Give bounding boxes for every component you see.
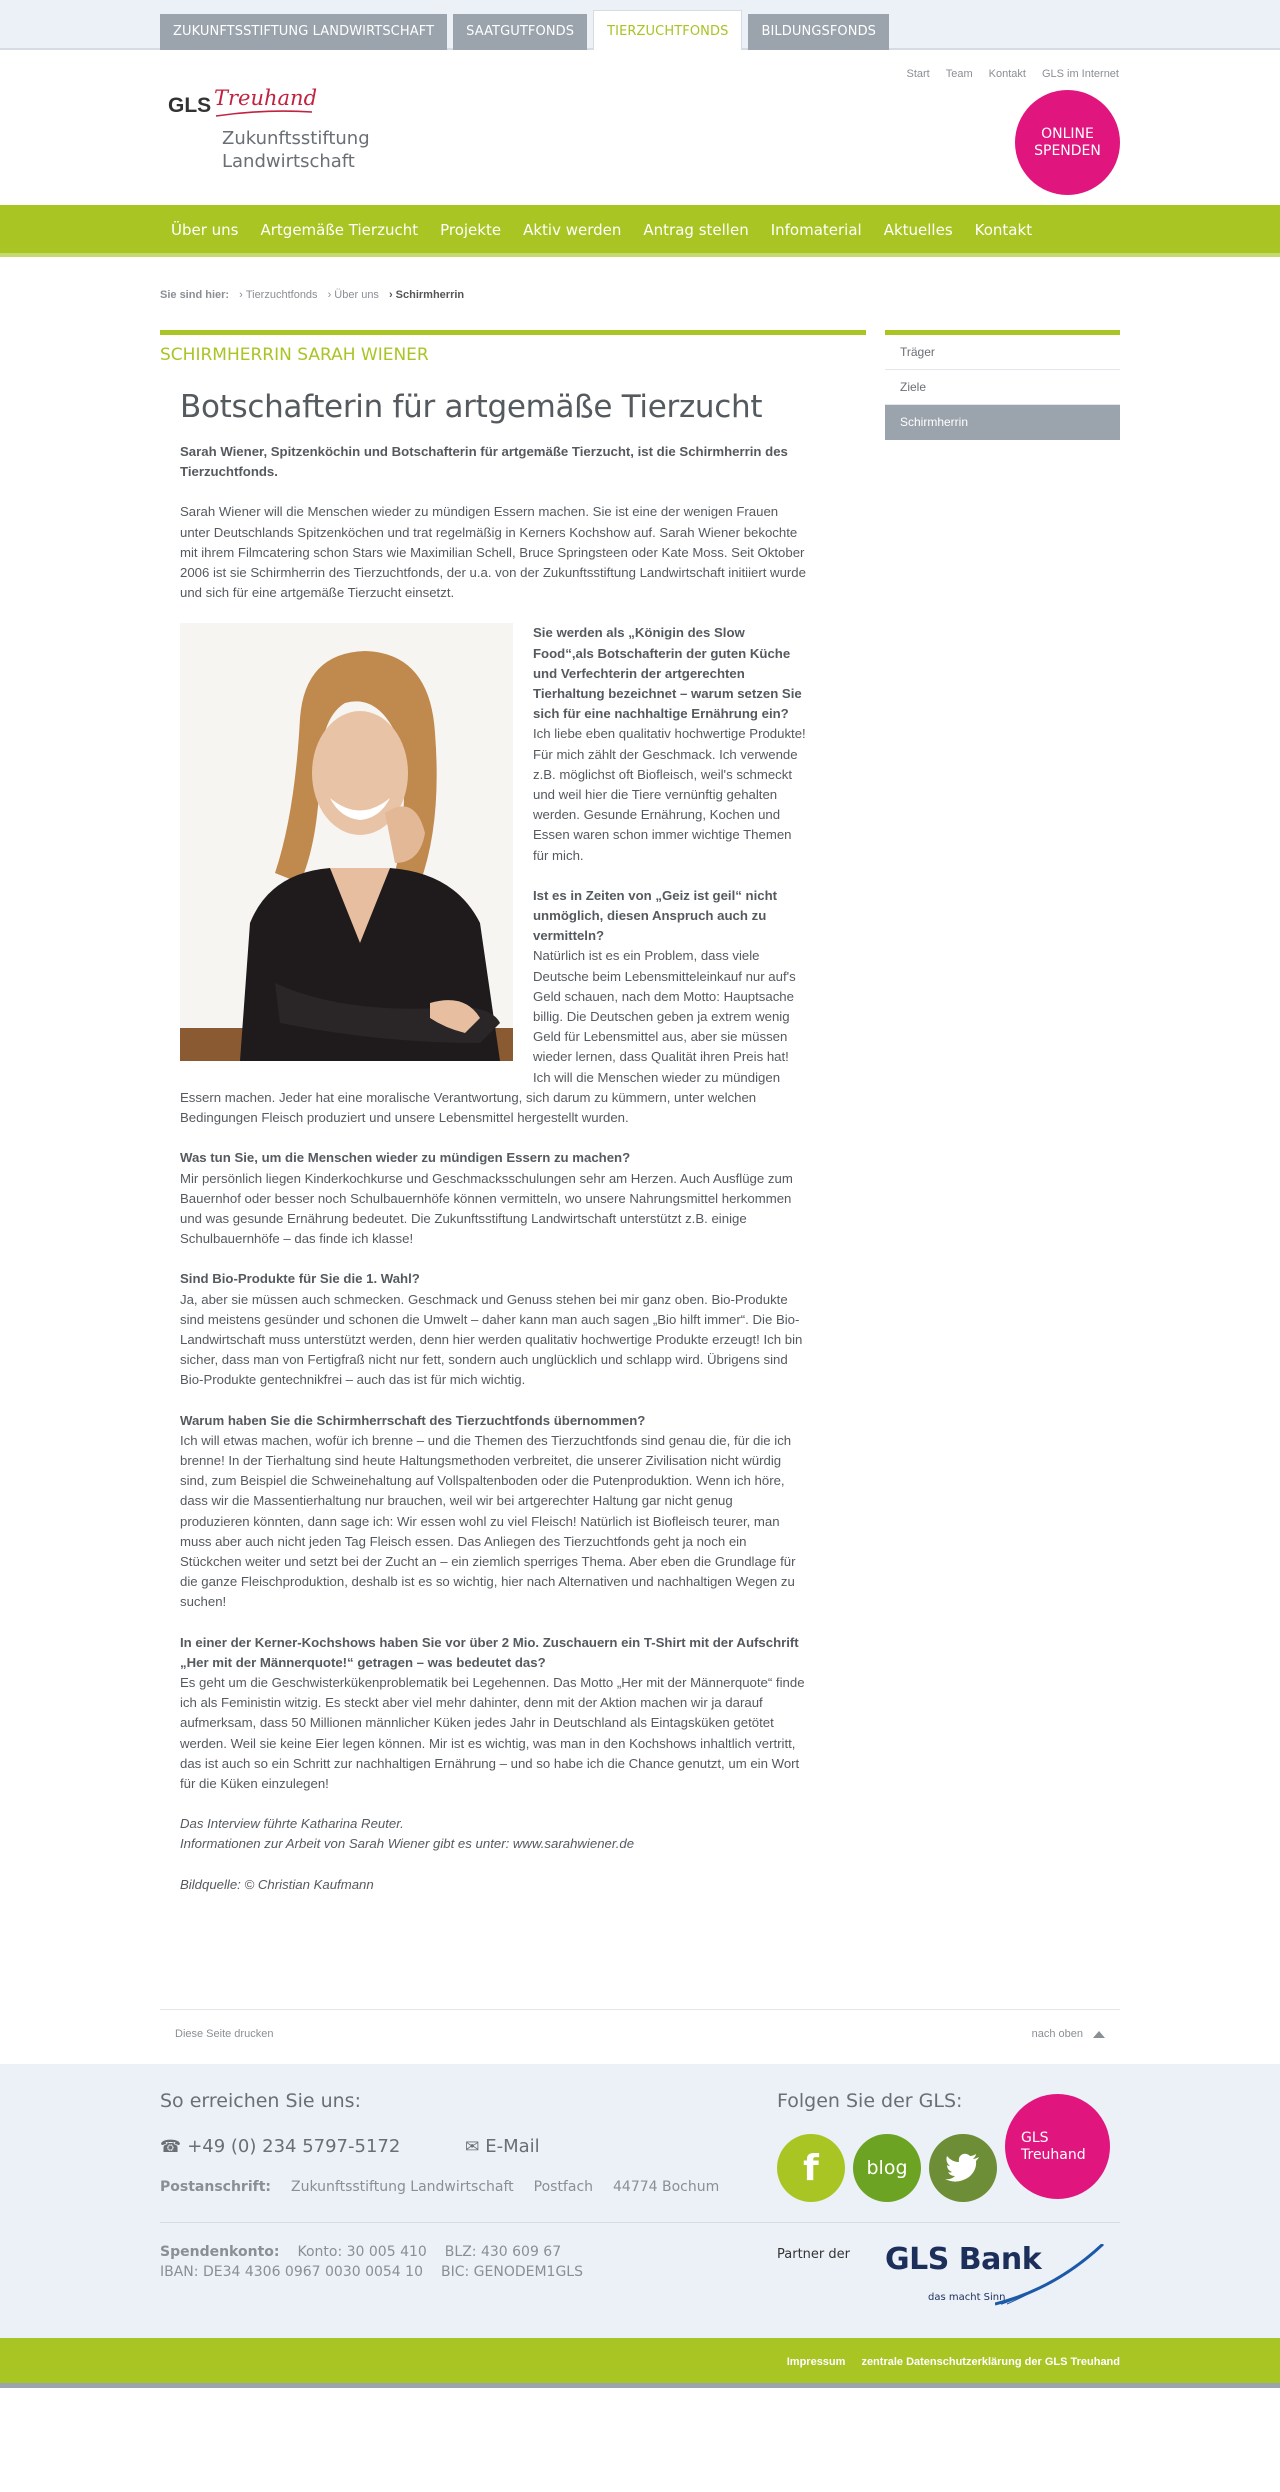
back-to-top-link[interactable]: nach oben — [1032, 2028, 1105, 2040]
answer: Mir persönlich liegen Kinderkochkurse und Geschmacksschulungen sehr am Herzen. Auch Ausflüge zum Bauernhof oder besser noch Schulbauernhöfe können vermitteln, wo unsere Nahrungsmittel herkommen und was gesunde Ernährung bedeutet. Die Zukunftsstiftung Landwirtschaft unterstützt z.B. einige Schulbauernhöfe – das finde ich klasse! — [180, 1170, 793, 1247]
page-header — [0, 50, 1280, 205]
question: In einer der Kerner-Kochshows haben Sie vor über 2 Mio. Zuschauern ein T-Shirt mit der Aufschrift „Her mit der Männerquote!“ getragen – was bedeutet das? — [180, 1634, 799, 1670]
interview-credit — [180, 1814, 806, 1854]
contact-title: So erreichen Sie uns: — [160, 2090, 361, 2112]
facebook-button[interactable] — [777, 2134, 845, 2202]
qa-item — [180, 1411, 806, 1613]
donation-account — [160, 2242, 601, 2282]
account-label: Spendenkonto: — [160, 2244, 280, 2260]
gls-badge-line-2: Treuhand — [1021, 2146, 1086, 2163]
account-iban: IBAN: DE34 4306 0967 0030 0054 10 — [160, 2264, 423, 2280]
phone-icon: ☎ — [160, 2137, 182, 2157]
footer-divider — [160, 2222, 1120, 2223]
bank-slogan: das macht Sinn — [928, 2292, 1006, 2303]
meta-link-team[interactable]: Team — [945, 68, 973, 80]
email-link[interactable] — [465, 2136, 540, 2157]
qa-item — [180, 1633, 806, 1795]
facebook-icon: f — [803, 2147, 819, 2189]
follow-title: Folgen Sie der GLS: — [777, 2090, 963, 2112]
gls-badge-line-1: GLS — [1021, 2129, 1049, 2146]
email-text: E-Mail — [485, 2136, 540, 2157]
site-tabs — [160, 14, 889, 50]
logo-gls: GLS — [168, 94, 212, 117]
portrait-illustration — [180, 623, 513, 1061]
account-blz: BLZ: 430 609 67 — [444, 2244, 562, 2260]
page-title: Botschafterin für artgemäße Tierzucht — [180, 389, 763, 425]
impressum-link[interactable]: Impressum — [786, 2356, 846, 2368]
footer — [0, 2064, 1280, 2338]
postal-label: Postanschrift: — [160, 2179, 272, 2195]
logo-swoosh-icon — [214, 108, 314, 118]
nav-aktuelles[interactable]: Aktuelles — [883, 221, 953, 239]
answer: Natürlich ist es ein Problem, dass viele Deutsche beim Lebensmitteleinkauf nur auf's Geld schauen, nach dem Motto: Hauptsache billig. Die Deutschen geben ja extrem wenig Geld für Lebensmittel aus, aber sie müssen wieder lernen, dass Qualität ihren Preis hat! Ich will die Menschen wieder zu mündigen Essern machen. Jeder hat eine moralische Verantwortung, sich darum zu kümmern, unter welchen Bedingungen Fleisch produziert und unsere Lebensmittel hergestellt wurden. — [180, 948, 796, 1126]
nav-infomaterial[interactable]: Infomaterial — [770, 221, 862, 239]
bank-name: GLS Bank — [885, 2242, 1042, 2277]
legal-bar — [0, 2338, 1280, 2388]
meta-link-gls-internet[interactable]: GLS im Internet — [1041, 68, 1119, 80]
logo-line-1: Zukunftsstiftung — [222, 128, 370, 149]
envelope-icon: ✉ — [465, 2137, 480, 2157]
account-number: Konto: 30 005 410 — [297, 2244, 427, 2260]
tab-saatgutfonds[interactable]: SAATGUTFONDS — [453, 14, 587, 50]
answer: Ich liebe eben qualitativ hochwertige Produkte! Für mich zählt der Geschmack. Ich verwende z.B. möglichst oft Biofleisch, weil's schmeckt und weil hier die Tiere vernünftig gehalten werden. Gesunde Ernährung, Kochen und Essen waren schon immer wichtige Themen für mich. — [533, 726, 806, 863]
postal-address — [160, 2179, 719, 2195]
article-intro: Sarah Wiener will die Menschen wieder zu mündigen Essern machen. Sie ist eine der wenigen Frauen unter Deutschlands Spitzenköchen und trat regelmäßig in Kerners Kochshow auf. Sarah Wiener bekochte mit ihrem Filmcatering schon Stars wie Maximilian Schell, Bruce Springsteen oder Kate Moss. Seit Oktober 2006 ist sie Schirmherrin des Tierzuchtfonds, der u.a. von der Zukunftsstiftung Landwirtschaft initiiert wurde und sich für eine artgemäße Tierzucht einsetzt. — [180, 504, 806, 601]
online-donate-button[interactable] — [1015, 90, 1120, 195]
partner-label: Partner der — [777, 2247, 850, 2262]
answer: Ich will etwas machen, wofür ich brenne – und die Themen des Tierzuchtfonds sind genau die, für die ich brenne! In der Tierhaltung sind heute Haltungsmethoden verbreitet, die unserer Zivilisation nicht würdig sind, zum Beispiel die Schweinehaltung auf Vollspaltenboden oder die Putenproduktion. Wenn ich höre, dass wir die Massentierhaltung nur brauchen, weil wir bei artgerechter Haltung gar nicht genug produzieren könnten, dann sage ich: Wir essen wohl zu viel Fleisch! Natürlich ist Biofleisch teurer, man muss aber auch nicht jeden Tag Fleisch essen. Das Anliegen des Tierzuchtfonds geht ja noch ein Stückchen weiter und setzt bei der Zucht an – ein ziemlich sperriges Thema. Aber eben die Grundlage für die ganze Fleischproduktion, deshalb ist es so wichtig, hier nach Alternativen und nachhaltigen Wegen zu suchen! — [180, 1432, 796, 1610]
photo-credit: Bildquelle: © Christian Kaufmann — [180, 1876, 374, 1892]
blog-button[interactable] — [853, 2134, 921, 2202]
breadcrumb-label: Sie sind hier: — [160, 289, 230, 301]
nav-aktiv-werden[interactable]: Aktiv werden — [523, 221, 622, 239]
portrait-photo — [180, 623, 513, 1061]
site-switcher-bar — [0, 0, 1280, 50]
breadcrumb-tierzuchtfonds[interactable]: › Tierzuchtfonds — [239, 289, 317, 301]
site-logo[interactable] — [168, 86, 398, 176]
answer: Es geht um die Geschwisterkükenproblematik bei Legehennen. Das Motto „Her mit der Männerquote“ finde ich als Feministin witzig. Es steckt aber viel mehr dahinter, denn mit der Aktion machen wir ja darauf aufmerksam, dass 50 Millionen männlicher Küken jedes Jahr in Deutschland als Eintagsküken getötet werden. Weil sie keine Eier legen können. Mir ist es wichtig, was man in den Kochshows inhaltlich vertritt, das ist auch so ein Schritt zur nachhaltigen Ernährung – und so habe ich die Chance genutzt, um ein Wort für die Küken einzulegen! — [180, 1674, 805, 1791]
subnav-ziele[interactable]: Ziele — [885, 370, 1120, 405]
meta-link-kontakt[interactable]: Kontakt — [988, 68, 1026, 80]
nav-antrag-stellen[interactable]: Antrag stellen — [643, 221, 749, 239]
question: Was tun Sie, um die Menschen wieder zu mündigen Essern zu machen? — [180, 1150, 631, 1166]
main-navigation — [0, 205, 1280, 257]
logo-line-2: Landwirtschaft — [222, 151, 355, 172]
meta-link-start[interactable]: Start — [906, 68, 930, 80]
breadcrumb-ueber-uns[interactable]: › Über uns — [328, 289, 379, 301]
postal-box: Postfach — [533, 2179, 594, 2195]
question: Sie werden als „Königin des Slow Food“,als Botschafterin der guten Küche und Verfechterin der artgerechten Tierhaltung bezeichnet – warum setzen Sie sich für eine nachhaltige Ernährung ein? — [533, 625, 802, 722]
donate-line-2: SPENDEN — [1034, 142, 1101, 159]
gls-bank-logo[interactable] — [885, 2242, 1105, 2312]
info-link-note: Informationen zur Arbeit von Sarah Wiener gibt es unter: www.sarahwiener.de — [180, 1836, 635, 1852]
question: Sind Bio-Produkte für Sie die 1. Wahl? — [180, 1271, 420, 1287]
donate-line-1: ONLINE — [1041, 125, 1094, 142]
postal-city: 44774 Bochum — [613, 2179, 720, 2195]
sub-navigation — [885, 330, 1120, 440]
question: Warum haben Sie die Schirmherrschaft des Tierzuchtfonds übernommen? — [180, 1412, 646, 1428]
privacy-link[interactable]: zentrale Datenschutzerklärung der GLS Treuhand — [861, 2356, 1120, 2368]
tab-bildungsfonds[interactable]: BILDUNGSFONDS — [748, 14, 889, 50]
breadcrumb-current: › Schirmherrin — [389, 289, 464, 301]
meta-navigation — [907, 68, 1120, 80]
article — [160, 388, 866, 1895]
twitter-bird-icon — [945, 2153, 981, 2183]
nav-projekte[interactable]: Projekte — [440, 221, 502, 239]
article-lead: Sarah Wiener, Spitzenköchin und Botschafterin für artgemäße Tierzucht, ist die Schirmherrin des Tierzuchtfonds. — [180, 444, 788, 480]
bank-swoosh-icon — [995, 2244, 1105, 2306]
page-tools — [160, 2009, 1120, 2064]
logo-treuhand: Treuhand — [214, 86, 318, 110]
account-bic: BIC: GENODEM1GLS — [440, 2264, 583, 2280]
postal-name: Zukunftsstiftung Landwirtschaft — [291, 2179, 514, 2195]
qa-item — [180, 1148, 806, 1249]
qa-item — [180, 1269, 806, 1390]
question: Ist es in Zeiten von „Geiz ist geil“ nicht unmöglich, diesen Anspruch auch zu vermitteln? — [533, 887, 778, 944]
section-title: SCHIRMHERRIN SARAH WIENER — [160, 330, 866, 370]
main-content — [160, 330, 866, 1915]
nav-kontakt[interactable]: Kontakt — [974, 221, 1033, 239]
nav-ueber-uns[interactable]: Über uns — [171, 221, 239, 239]
answer: Ja, aber sie müssen auch schmecken. Geschmack und Genuss stehen bei mir ganz oben. Bio-Produkte sind meistens gesünder und schonen die Umwelt – daher kann man auch sagen „Bio hilft immer“. Die Bio-Landwirtschaft muss unterstützt werden, denn hier werden qualitativ hochwertige Produkte erzeugt! Ich bin sicher, dass man von Fertigfraß nicht nur fett, sondern auch unglücklich und schlapp wird. Übrigens sind Bio-Produkte gentechnikfrei – auch das ist für mich wichtig. — [180, 1291, 803, 1388]
blog-icon: blog — [866, 2157, 908, 2179]
print-page-link[interactable]: Diese Seite drucken — [175, 2028, 274, 2040]
tab-tierzuchtfonds[interactable]: TIERZUCHTFONDS — [593, 10, 742, 50]
tab-zukunftsstiftung[interactable]: ZUKUNFTSSTIFTUNG LANDWIRTSCHAFT — [160, 14, 447, 50]
twitter-button[interactable] — [929, 2134, 997, 2202]
subnav-schirmherrin[interactable]: Schirmherrin — [885, 405, 1120, 440]
interviewer-note: Das Interview führte Katharina Reuter. — [180, 1816, 404, 1832]
subnav-traeger[interactable]: Träger — [885, 335, 1120, 370]
gls-treuhand-badge[interactable] — [1005, 2094, 1110, 2199]
breadcrumb — [160, 289, 464, 301]
phone-text: +49 (0) 234 5797-5172 — [187, 2136, 401, 2157]
phone-number — [160, 2136, 400, 2157]
nav-artgemaesse-tierzucht[interactable]: Artgemäße Tierzucht — [260, 221, 419, 239]
